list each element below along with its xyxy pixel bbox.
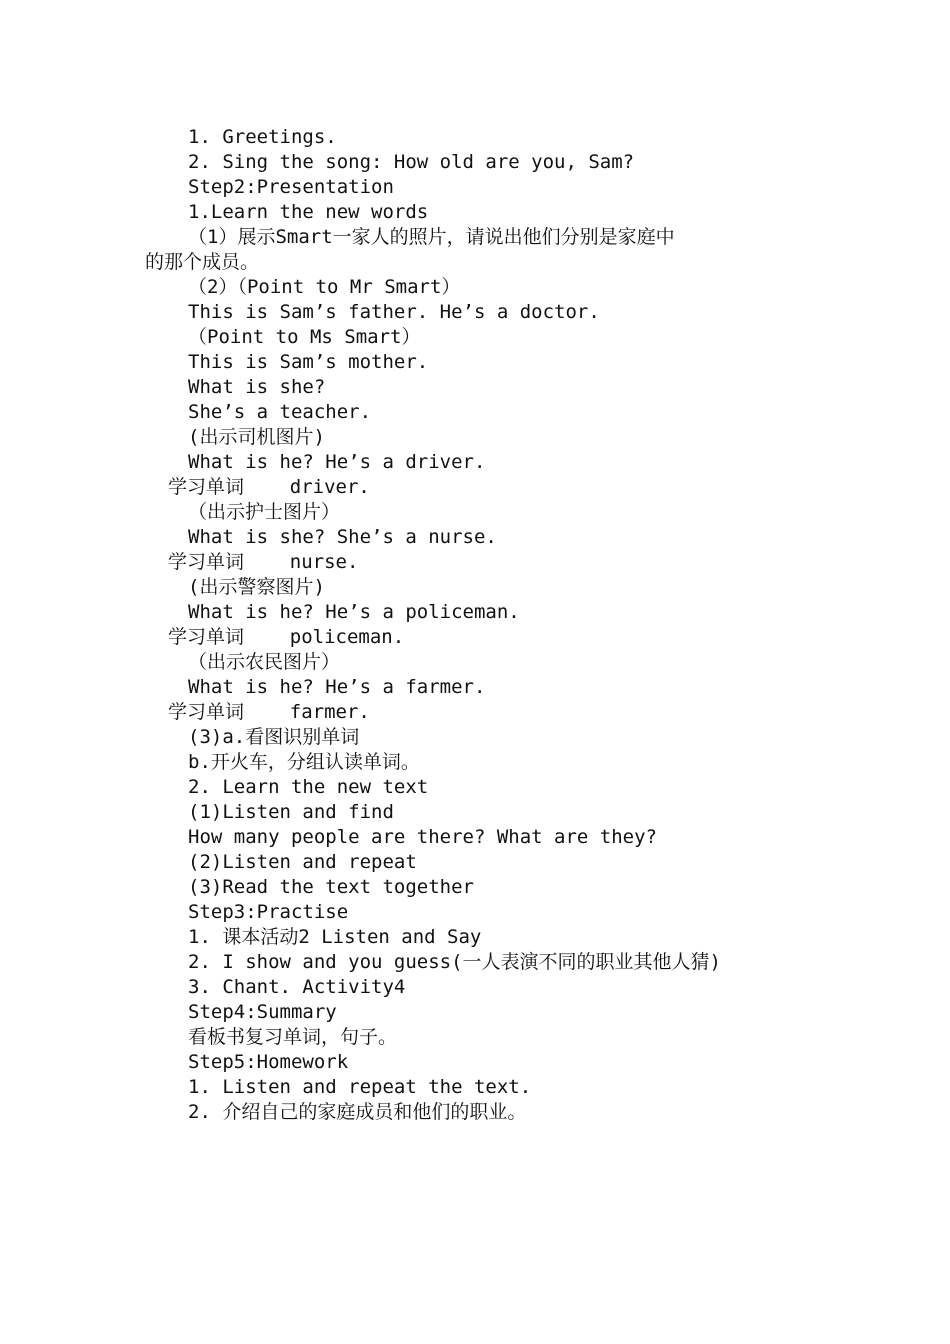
line-review: 看板书复习单词，句子。 (188, 1026, 398, 1048)
line-sing-song: 2. Sing the song: How old are you, Sam? (188, 151, 635, 173)
line-what-is-she: What is she? (188, 376, 326, 398)
line-homework-listen: 1. Listen and repeat the text. (188, 1076, 532, 1098)
line-greetings: 1. Greetings. (188, 126, 337, 148)
line-learn-nurse: 学习单词 nurse. (168, 551, 359, 573)
line-listen-repeat: (2)Listen and repeat (188, 851, 417, 873)
line-identify-words: (3)a.看图识别单词 (188, 726, 360, 748)
line-farmer-sentence: What is he? He’s a farmer. (188, 676, 486, 698)
line-learn-driver: 学习单词 driver. (168, 476, 370, 498)
line-policeman-sentence: What is he? He’s a policeman. (188, 601, 520, 623)
line-train-game: b.开火车，分组认读单词。 (188, 751, 420, 773)
line-nurse-sentence: What is she? She’s a nurse. (188, 526, 497, 548)
line-father-doctor: This is Sam’s father. He’s a doctor. (188, 301, 600, 323)
line-show-driver: (出示司机图片) (188, 426, 325, 448)
line-show-farmer: （出示农民图片） (188, 651, 341, 673)
line-chant: 3. Chant. Activity4 (188, 976, 406, 998)
line-homework-family: 2. 介绍自己的家庭成员和他们的职业。 (188, 1101, 527, 1123)
line-learn-text: 2. Learn the new text (188, 776, 429, 798)
heading-step4: Step4:Summary (188, 1001, 337, 1023)
heading-step5: Step5:Homework (188, 1051, 349, 1073)
line-show-guess: 2. I show and you guess(一人表演不同的职业其他人猜) (188, 951, 721, 973)
line-show-photo: （1）展示Smart一家人的照片，请说出他们分别是家庭中 (188, 226, 675, 248)
line-read-together: (3)Read the text together (188, 876, 474, 898)
line-show-nurse: （出示护士图片） (188, 501, 341, 523)
line-learn-policeman: 学习单词 policeman. (168, 626, 405, 648)
line-listen-find: (1)Listen and find (188, 801, 394, 823)
line-mother: This is Sam’s mother. (188, 351, 429, 373)
line-show-photo-cont: 的那个成员。 (145, 251, 260, 273)
line-activity2: 1. 课本活动2 Listen and Say (188, 926, 482, 948)
line-point-ms-smart: （Point to Ms Smart） (188, 326, 421, 348)
line-how-many-people: How many people are there? What are they? (188, 826, 657, 848)
line-driver-sentence: What is he? He’s a driver. (188, 451, 486, 473)
line-teacher: She’s a teacher. (188, 401, 372, 423)
line-point-mr-smart: （2）（Point to Mr Smart） (188, 276, 461, 298)
heading-step2: Step2:Presentation (188, 176, 394, 198)
line-show-policeman: (出示警察图片) (188, 576, 325, 598)
heading-step3: Step3:Practise (188, 901, 349, 923)
line-learn-farmer: 学习单词 farmer. (168, 701, 370, 723)
line-learn-words: 1.Learn the new words (188, 201, 429, 223)
